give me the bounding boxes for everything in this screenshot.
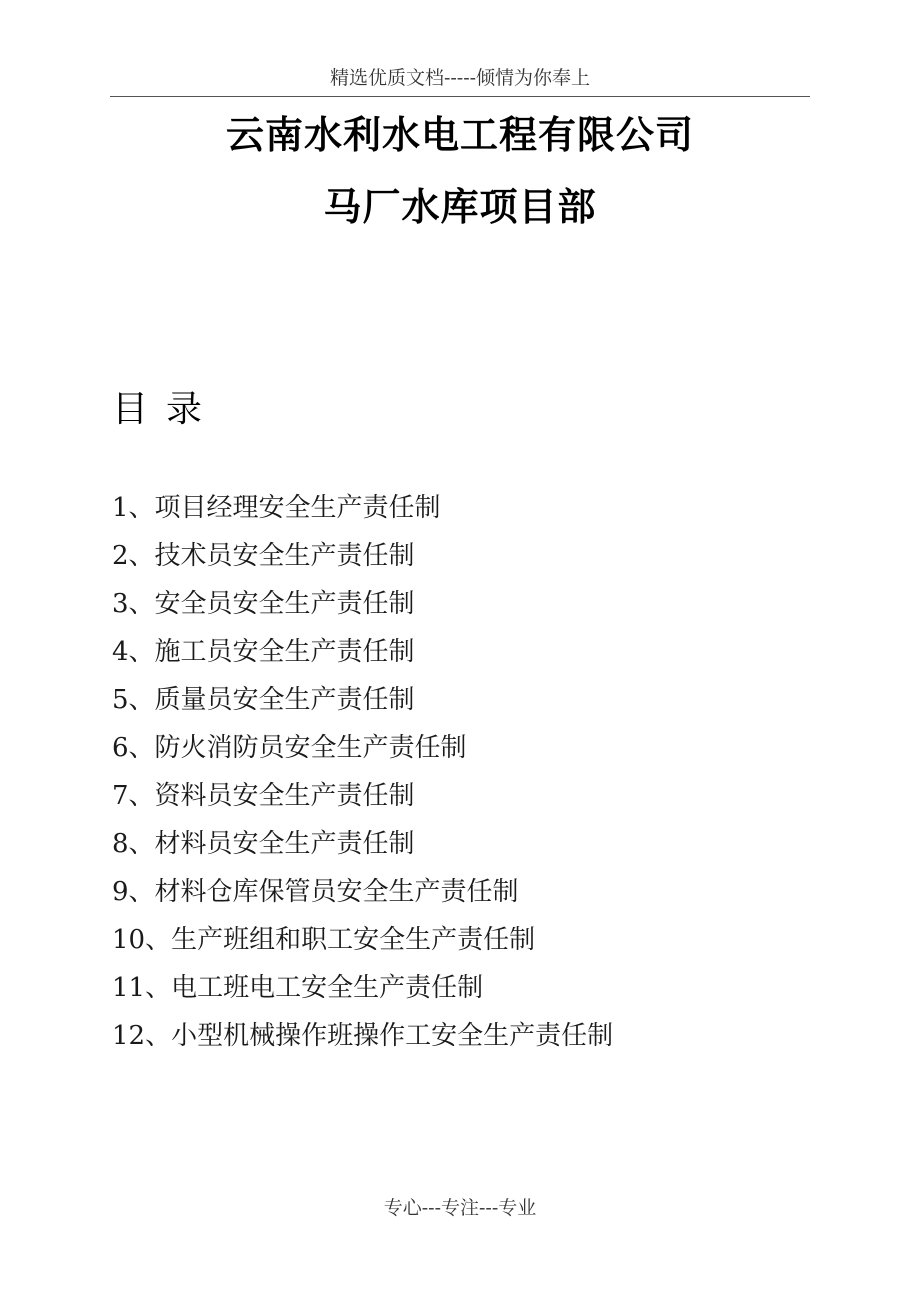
toc-item: 10、生产班组和职工安全生产责任制 — [112, 925, 536, 955]
toc-item: 2、技术员安全生产责任制 — [112, 541, 415, 571]
toc-list — [112, 484, 613, 1060]
toc-item: 11、电工班电工安全生产责任制 — [112, 973, 484, 1003]
toc-item: 5、质量员安全生产责任制 — [112, 685, 415, 715]
page-footer — [0, 1194, 920, 1222]
toc-item: 12、小型机械操作班操作工安全生产责任制 — [112, 1021, 614, 1051]
company-title: 云南水利水电工程有限公司 — [225, 113, 694, 157]
page-footer-text: 专心---专注---专业 — [383, 1197, 537, 1219]
toc-item: 8、材料员安全生产责任制 — [112, 829, 415, 859]
toc-item: 9、材料仓库保管员安全生产责任制 — [112, 877, 519, 907]
page-header — [110, 64, 810, 97]
toc-item: 1、项目经理安全生产责任制 — [112, 493, 441, 523]
toc-item: 3、安全员安全生产责任制 — [112, 589, 415, 619]
page-header-text: 精选优质文档-----倾情为你奉上 — [329, 67, 591, 89]
toc-heading: 目录 — [112, 389, 221, 430]
department-title: 马厂水库项目部 — [323, 185, 597, 229]
toc-item: 6、防火消防员安全生产责任制 — [112, 733, 467, 763]
toc-item: 4、施工员安全生产责任制 — [112, 637, 415, 667]
toc-item: 7、资料员安全生产责任制 — [112, 781, 415, 811]
